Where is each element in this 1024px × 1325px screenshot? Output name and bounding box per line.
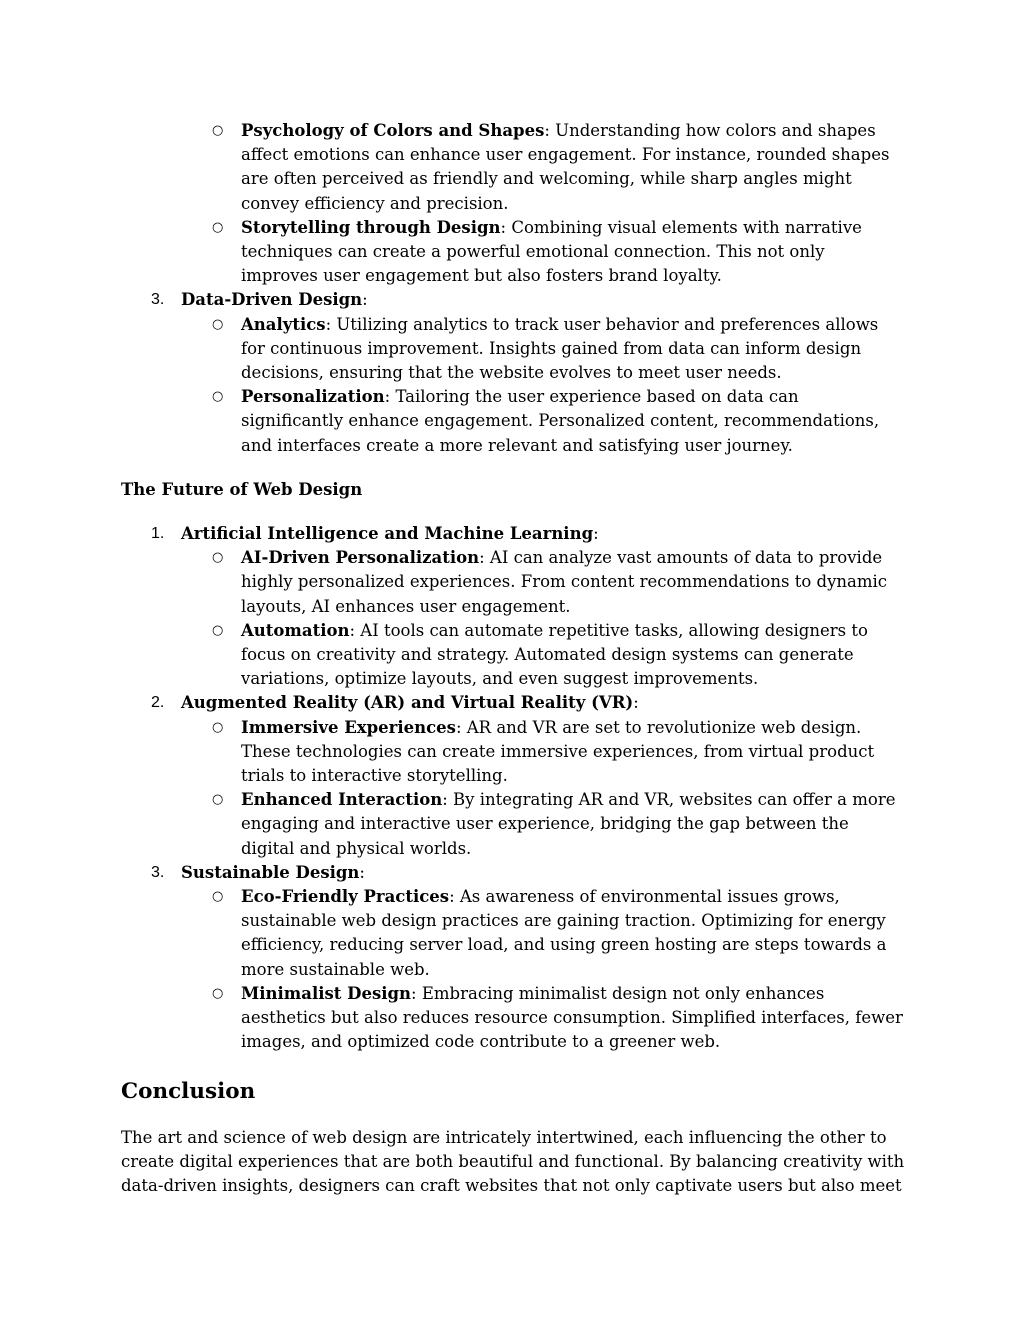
item-title: AI-Driven Personalization — [241, 548, 480, 568]
numbered-item — [0, 691, 1024, 715]
hollow-circle-bullet-icon: ○ — [212, 123, 224, 138]
list-item — [0, 216, 904, 289]
conclusion-heading: Conclusion — [121, 1079, 256, 1104]
item-title: Eco-Friendly Practices — [241, 887, 450, 907]
numbered-item-title: Sustainable Design — [181, 862, 360, 882]
item-title: Minimalist Design — [241, 983, 412, 1003]
hollow-circle-bullet-icon: ○ — [212, 719, 224, 735]
conclusion-paragraph: The art and science of web design are intricately intertwined, each influencing the other to create digital experiences that are both beautiful and functional. By balancing creativity with data-driven insights, designers can craft websites that not only captivate users but also meet — [121, 1128, 905, 1196]
numbered-item-title: Artificial Intelligence and Machine Learning — [181, 524, 594, 543]
colon: : — [593, 524, 599, 543]
item-title: Automation — [241, 620, 350, 640]
hollow-circle-bullet-icon: ○ — [212, 889, 224, 905]
item-title: Immersive Experiences — [241, 717, 456, 737]
list-item — [0, 385, 904, 458]
list-item — [0, 619, 904, 692]
colon: : — [633, 693, 639, 713]
hollow-circle-bullet-icon: ○ — [212, 985, 224, 1001]
hollow-circle-bullet-icon: ○ — [212, 550, 224, 566]
item-text: : Utilizing analytics to track user behavior and preferences allows for continuous improvement. Insights gained from data can inform design decisions, ensuring that the website evolves to meet user needs. — [241, 314, 879, 383]
item-text: : Embracing minimalist design not only enhances aesthetics but also reduces resource consumption. Simplified interfaces, fewer images, and optimized code contribute to a greener web. — [241, 983, 903, 1052]
numbered-item — [0, 861, 1024, 885]
item-title: Personalization — [241, 387, 385, 407]
list-item — [0, 788, 904, 861]
item-text: : Tailoring the user experience based on data can significantly enhance engagement. Personalized content, recommendations, and interfaces create a more relevant and satisfying user journey. — [241, 387, 880, 455]
item-text: : AR and VR are set to revolutionize web design. These technologies can create immersive experiences, from virtual product trials to interactive storytelling. — [241, 717, 875, 786]
list-item — [0, 982, 904, 1055]
numbered-item-title: Augmented Reality (AR) and Virtual Reality (VR) — [181, 693, 634, 713]
colon: : — [359, 862, 365, 882]
item-text: : Understanding how colors and shapes affect emotions can enhance user engagement. For instance, rounded shapes are often perceived as friendly and welcoming, while sharp angles might convey efficiency and precision. — [241, 121, 890, 213]
numbered-item — [0, 522, 1024, 546]
top-list — [0, 119, 1024, 458]
item-text: : AI tools can automate repetitive tasks, allowing designers to focus on creativity and strategy. Automated design systems can generate variations, optimize layouts, and even suggest improvements. — [241, 620, 868, 689]
item-title: Psychology of Colors and Shapes — [241, 121, 545, 140]
item-title: Storytelling through Design — [241, 217, 501, 237]
colon: : — [362, 290, 368, 310]
list-number: 3. — [151, 291, 165, 309]
list-number: 2. — [151, 694, 165, 712]
hollow-circle-bullet-icon: ○ — [212, 622, 224, 638]
section-heading: The Future of Web Design — [121, 480, 363, 499]
hollow-circle-bullet-icon: ○ — [212, 389, 224, 405]
list-item — [0, 546, 904, 619]
list-item — [0, 313, 904, 386]
hollow-circle-bullet-icon: ○ — [212, 316, 224, 332]
list-item — [0, 716, 904, 789]
item-text: : As awareness of environmental issues grows, sustainable web design practices are gaining traction. Optimizing for energy efficiency, reducing server load, and using green hosting are steps towards a more sustainable web. — [241, 887, 887, 979]
list-number: 3. — [151, 863, 165, 881]
item-title: Enhanced Interaction — [241, 790, 443, 810]
item-text: : AI can analyze vast amounts of data to provide highly personalized experiences. From content recommendations to dynamic layouts, AI enhances user engagement. — [241, 548, 888, 616]
list-item — [0, 885, 904, 982]
item-title: Analytics — [241, 314, 326, 334]
item-text: : By integrating AR and VR, websites can offer a more engaging and interactive user experience, bridging the gap between the digital and physical worlds. — [241, 790, 896, 858]
item-text: : Combining visual elements with narrative techniques can create a powerful emotional connection. This not only improves user engagement but also fosters brand loyalty. — [241, 217, 862, 286]
list-item — [0, 119, 904, 216]
hollow-circle-bullet-icon: ○ — [212, 219, 224, 235]
numbered-item — [0, 288, 1024, 312]
hollow-circle-bullet-icon: ○ — [212, 792, 224, 808]
list-number: 1. — [151, 525, 165, 542]
numbered-item-title: Data-Driven Design — [181, 290, 363, 310]
future-list — [0, 522, 1024, 1054]
